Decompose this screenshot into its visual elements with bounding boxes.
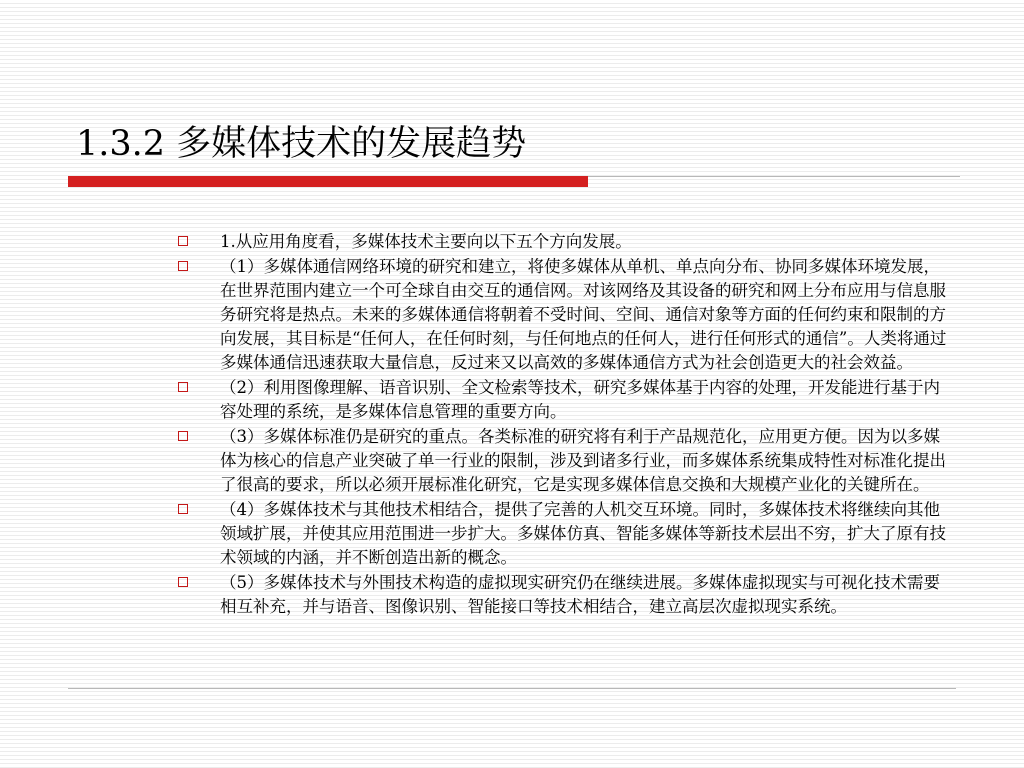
hollow-square-icon [178,382,188,392]
bullet-text: 1.从应用角度看，多媒体技术主要向以下五个方向发展。 [220,232,632,251]
hollow-square-icon [178,261,188,271]
title-underline-rule [588,176,960,177]
bullet-item [176,498,952,570]
bullet-item [176,571,952,619]
bullet-item [176,255,952,375]
hollow-square-icon [178,577,188,587]
hollow-square-icon [178,431,188,441]
bullet-list [176,230,952,620]
bullet-item [176,376,952,424]
bullet-text: （2）利用图像理解、语音识别、全文检索等技术，研究多媒体基于内容的处理，开发能进行基于内容处理的系统，是多媒体信息管理的重要方向。 [220,378,940,421]
hollow-square-icon [178,236,188,246]
hollow-square-icon [178,504,188,514]
bullet-item [176,425,952,497]
bullet-text: （1）多媒体通信网络环境的研究和建立，将使多媒体从单机、单点向分布、协同多媒体环境发展，在世界范围内建立一个可全球自由交互的通信网。对该网络及其设备的研究和网上分布应用与信息服务研究将是热点。未来的多媒体通信将朝着不受时间、空间、通信对象等方面的任何约束和限制的方向发展，其目标是“任何人，在任何时刻，与任何地点的任何人，进行任何形式的通信”。人类将通过多媒体通信迅速获取大量信息，反过来又以高效的多媒体通信方式为社会创造更大的社会效益。 [220,257,947,372]
bullet-text: （5）多媒体技术与外围技术构造的虚拟现实研究仍在继续进展。多媒体虚拟现实与可视化技术需要相互补充，并与语音、图像识别、智能接口等技术相结合，建立高层次虚拟现实系统。 [220,573,940,616]
title-underline-accent [68,176,588,187]
footer-rule [68,688,956,689]
slide-title: 1.3.2 多媒体技术的发展趋势 [76,124,527,164]
bullet-item [176,230,952,254]
bullet-text: （4）多媒体技术与其他技术相结合，提供了完善的人机交互环境。同时，多媒体技术将继续向其他领域扩展，并使其应用范围进一步扩大。多媒体仿真、智能多媒体等新技术层出不穷，扩大了原有技术领域的内涵，并不断创造出新的概念。 [220,500,946,567]
bullet-text: （3）多媒体标准仍是研究的重点。各类标准的研究将有利于产品规范化，应用更方便。因为以多媒体为核心的信息产业突破了单一行业的限制，涉及到诸多行业，而多媒体系统集成特性对标准化提出了很高的要求，所以必须开展标准化研究，它是实现多媒体信息交换和大规模产业化的关键所在。 [220,427,946,494]
